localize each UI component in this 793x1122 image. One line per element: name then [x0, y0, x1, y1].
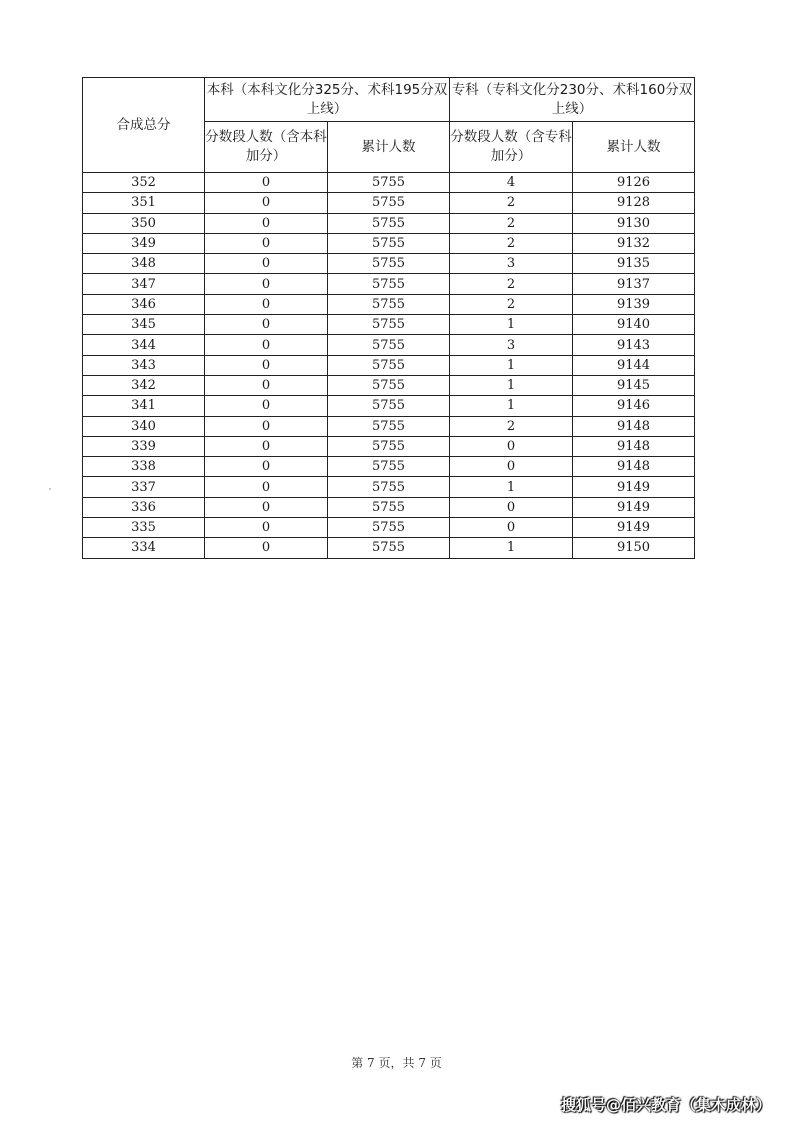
cell-score: 340	[83, 416, 205, 436]
cell-undergrad-segment: 0	[205, 375, 328, 395]
table-row	[83, 457, 695, 477]
header-undergrad-segment: 分数段人数（含本科加分）	[205, 122, 328, 173]
table-row	[83, 477, 695, 497]
cell-undergrad-cumulative: 5755	[328, 396, 450, 416]
table-row	[83, 538, 695, 558]
cell-undergrad-cumulative: 5755	[328, 173, 450, 193]
cell-undergrad-segment: 0	[205, 457, 328, 477]
cell-score: 345	[83, 315, 205, 335]
cell-junior-cumulative: 9149	[573, 518, 695, 538]
cell-score: 350	[83, 213, 205, 233]
cell-score: 337	[83, 477, 205, 497]
cell-score: 344	[83, 335, 205, 355]
table-row	[83, 254, 695, 274]
cell-junior-segment: 2	[450, 294, 573, 314]
cell-junior-cumulative: 9135	[573, 254, 695, 274]
cell-undergrad-cumulative: 5755	[328, 193, 450, 213]
header-undergrad-group: 本科（本科文化分325分、术科195分双上线）	[205, 78, 450, 122]
cell-junior-segment: 0	[450, 518, 573, 538]
table-row	[83, 294, 695, 314]
cell-undergrad-cumulative: 5755	[328, 274, 450, 294]
cell-junior-segment: 1	[450, 355, 573, 375]
cell-undergrad-segment: 0	[205, 233, 328, 253]
cell-score: 341	[83, 396, 205, 416]
score-table	[82, 77, 695, 559]
table-header	[83, 78, 695, 173]
cell-score: 346	[83, 294, 205, 314]
cell-score: 343	[83, 355, 205, 375]
cell-undergrad-cumulative: 5755	[328, 518, 450, 538]
cell-junior-segment: 2	[450, 213, 573, 233]
header-junior-group: 专科（专科文化分230分、术科160分双上线）	[450, 78, 695, 122]
table-row	[83, 518, 695, 538]
cell-junior-cumulative: 9130	[573, 213, 695, 233]
table-row	[83, 213, 695, 233]
table-row	[83, 436, 695, 456]
table-row	[83, 335, 695, 355]
cell-undergrad-cumulative: 5755	[328, 294, 450, 314]
cell-score: 348	[83, 254, 205, 274]
table-row	[83, 375, 695, 395]
cell-junior-segment: 2	[450, 274, 573, 294]
table-row	[83, 315, 695, 335]
table-body	[83, 173, 695, 559]
cell-undergrad-segment: 0	[205, 315, 328, 335]
cell-undergrad-segment: 0	[205, 213, 328, 233]
cell-junior-cumulative: 9139	[573, 294, 695, 314]
cell-undergrad-cumulative: 5755	[328, 538, 450, 558]
cell-undergrad-segment: 0	[205, 193, 328, 213]
table-row	[83, 497, 695, 517]
cell-undergrad-cumulative: 5755	[328, 213, 450, 233]
cell-junior-segment: 2	[450, 416, 573, 436]
cell-undergrad-segment: 0	[205, 274, 328, 294]
cell-junior-segment: 0	[450, 497, 573, 517]
cell-undergrad-cumulative: 5755	[328, 477, 450, 497]
cell-undergrad-cumulative: 5755	[328, 416, 450, 436]
page-number: 第 7 页，共 7 页	[351, 1056, 442, 1070]
cell-score: 351	[83, 193, 205, 213]
cell-undergrad-cumulative: 5755	[328, 497, 450, 517]
cell-undergrad-segment: 0	[205, 335, 328, 355]
cell-junior-cumulative: 9137	[573, 274, 695, 294]
cell-score: 347	[83, 274, 205, 294]
table-row	[83, 233, 695, 253]
cell-undergrad-segment: 0	[205, 436, 328, 456]
cell-undergrad-cumulative: 5755	[328, 457, 450, 477]
cell-undergrad-segment: 0	[205, 396, 328, 416]
cell-undergrad-segment: 0	[205, 173, 328, 193]
table-row	[83, 274, 695, 294]
cell-score: 339	[83, 436, 205, 456]
cell-junior-cumulative: 9140	[573, 315, 695, 335]
table-row	[83, 396, 695, 416]
cell-undergrad-segment: 0	[205, 294, 328, 314]
cell-junior-cumulative: 9148	[573, 436, 695, 456]
table-row	[83, 416, 695, 436]
header-total-score: 合成总分	[83, 78, 205, 173]
cell-undergrad-segment: 0	[205, 477, 328, 497]
cell-undergrad-cumulative: 5755	[328, 335, 450, 355]
cell-score: 349	[83, 233, 205, 253]
cell-undergrad-cumulative: 5755	[328, 315, 450, 335]
cell-undergrad-cumulative: 5755	[328, 233, 450, 253]
cell-undergrad-segment: 0	[205, 497, 328, 517]
cell-score: 336	[83, 497, 205, 517]
cell-undergrad-cumulative: 5755	[328, 254, 450, 274]
cell-undergrad-segment: 0	[205, 254, 328, 274]
cell-score: 334	[83, 538, 205, 558]
cell-undergrad-cumulative: 5755	[328, 436, 450, 456]
cell-score: 338	[83, 457, 205, 477]
cell-undergrad-segment: 0	[205, 416, 328, 436]
cell-junior-segment: 3	[450, 254, 573, 274]
cell-junior-segment: 0	[450, 436, 573, 456]
cell-junior-segment: 4	[450, 173, 573, 193]
header-junior-cumulative: 累计人数	[573, 122, 695, 173]
header-undergrad-cumulative: 累计人数	[328, 122, 450, 173]
cell-junior-segment: 1	[450, 375, 573, 395]
cell-junior-cumulative: 9145	[573, 375, 695, 395]
cell-junior-cumulative: 9146	[573, 396, 695, 416]
cell-undergrad-segment: 0	[205, 355, 328, 375]
cell-junior-cumulative: 9143	[573, 335, 695, 355]
cell-junior-segment: 1	[450, 315, 573, 335]
cell-junior-cumulative: 9132	[573, 233, 695, 253]
cell-undergrad-cumulative: 5755	[328, 355, 450, 375]
watermark: 搜狐号@佰兴教育（集木成林）	[560, 1096, 771, 1114]
cell-junior-cumulative: 9128	[573, 193, 695, 213]
cell-junior-segment: 1	[450, 477, 573, 497]
cell-junior-segment: 2	[450, 233, 573, 253]
table-row	[83, 173, 695, 193]
cell-junior-cumulative: 9148	[573, 457, 695, 477]
cell-undergrad-segment: 0	[205, 518, 328, 538]
cell-junior-segment: 1	[450, 538, 573, 558]
table-row	[83, 355, 695, 375]
cell-junior-segment: 1	[450, 396, 573, 416]
cell-junior-cumulative: 9148	[573, 416, 695, 436]
header-junior-segment: 分数段人数（含专科加分）	[450, 122, 573, 173]
cell-junior-segment: 2	[450, 193, 573, 213]
cell-undergrad-segment: 0	[205, 538, 328, 558]
cell-undergrad-cumulative: 5755	[328, 375, 450, 395]
cell-score: 342	[83, 375, 205, 395]
cell-score: 335	[83, 518, 205, 538]
cell-score: 352	[83, 173, 205, 193]
cell-junior-segment: 3	[450, 335, 573, 355]
table-row	[83, 193, 695, 213]
cell-junior-segment: 0	[450, 457, 573, 477]
cell-junior-cumulative: 9149	[573, 477, 695, 497]
cell-junior-cumulative: 9150	[573, 538, 695, 558]
scan-speck	[49, 488, 51, 490]
cell-junior-cumulative: 9149	[573, 497, 695, 517]
cell-junior-cumulative: 9126	[573, 173, 695, 193]
cell-junior-cumulative: 9144	[573, 355, 695, 375]
